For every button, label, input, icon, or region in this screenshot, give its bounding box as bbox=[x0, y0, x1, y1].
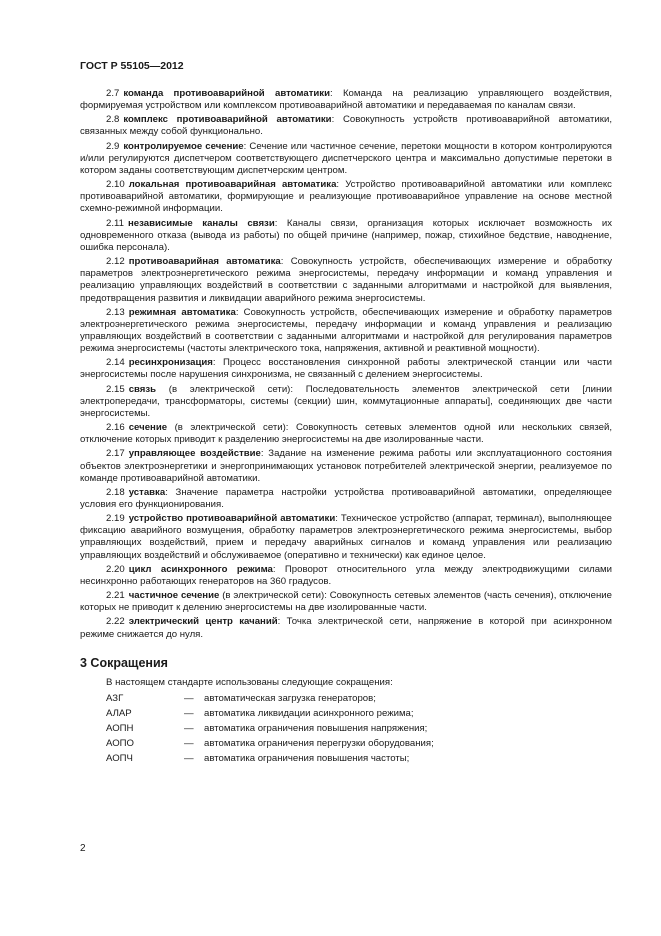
term-number: 2.13 bbox=[106, 306, 125, 318]
term-entry bbox=[80, 513, 612, 562]
abbreviation-dash: — bbox=[184, 738, 194, 750]
abbreviation: АЛАР bbox=[106, 708, 132, 720]
term-entry bbox=[80, 448, 612, 484]
abbreviation: АОПЧ bbox=[106, 753, 133, 765]
section-intro: В настоящем стандарте использованы следующие сокращения: bbox=[106, 676, 393, 688]
term-name: режимная автоматика bbox=[128, 306, 236, 318]
term-entry bbox=[80, 307, 612, 356]
abbreviation-meaning: автоматика ограничения повышения напряжения; bbox=[204, 723, 428, 735]
term-number: 2.20 bbox=[106, 563, 125, 575]
abbreviation: АЗГ bbox=[106, 693, 124, 705]
term-name: электрический центр качаний bbox=[128, 616, 278, 628]
term-definition: : Совокупность устройств противоаварийной автоматики, связанных между собой функционально. bbox=[80, 114, 612, 138]
term-number: 2.11 bbox=[106, 217, 124, 229]
term-entry bbox=[80, 487, 612, 511]
term-name: уставка bbox=[128, 486, 166, 498]
term-number: 2.10 bbox=[106, 179, 125, 191]
term-number: 2.19 bbox=[106, 513, 125, 525]
term-number: 2.21 bbox=[106, 590, 125, 602]
term-definition: : Проворот относительного угла между электродвижущими силами несинхронно работающих генераторов на 360 градусов. bbox=[80, 563, 612, 587]
term-entry bbox=[80, 616, 612, 640]
abbreviation: АОПО bbox=[106, 738, 135, 750]
term-number: 2.12 bbox=[106, 256, 125, 268]
abbreviation-dash: — bbox=[184, 693, 194, 705]
term-definition: : Каналы связи, организация которых исключает возможность их одновременного отказа (вывода из работы) по общей причине (например, пожар, стихийное бедствие, наводнение, ошибка персонала). bbox=[80, 217, 612, 253]
term-number: 2.8 bbox=[106, 114, 120, 126]
term-name: цикл асинхронного режима bbox=[128, 563, 273, 575]
term-definition: : Техническое устройство (аппарат, терминал), выполняющее фиксацию аварийного возмущения, обработку параметров электроэнергетического режима энергосистемы, выбор управляющих воздействий, прием и передачу аварийных сигналов и команд управления или реализацию управляющих воздействий и обслуживаемое (оперативно и технически) как единое целое. bbox=[80, 513, 612, 561]
term-name: ресинхронизация bbox=[128, 357, 213, 369]
term-entry bbox=[80, 384, 612, 420]
term-entry bbox=[80, 256, 612, 305]
term-number: 2.22 bbox=[106, 616, 125, 628]
term-name: связь bbox=[128, 383, 157, 395]
document-body bbox=[80, 88, 612, 767]
term-name: комплекс противоаварийной автоматики bbox=[123, 114, 332, 126]
term-entry bbox=[80, 564, 612, 588]
abbreviation-dash: — bbox=[184, 753, 194, 765]
term-name: управляющее воздействие bbox=[128, 448, 261, 460]
term-definition: (в электрической сети): Совокупность сетевых элементов одной или нескольких связей, отключение которых приводит к разделению энергосистемы на две изолированные части. bbox=[80, 422, 612, 446]
term-entry bbox=[80, 218, 612, 254]
abbreviation-row bbox=[80, 692, 612, 707]
term-definition: : Сечение или частичное сечение, перетоки мощности в котором контролируются и/или регулируются диспетчером соответствующего диспетчерского центра и максимально допустимые перетоки в котором заданы соответствующим диспетчерским центром. bbox=[80, 140, 612, 176]
term-name: независимые каналы связи bbox=[127, 217, 275, 229]
abbreviation: АОПН bbox=[106, 723, 134, 735]
abbreviation-meaning: автоматика ограничения повышения частоты; bbox=[204, 753, 410, 765]
term-number: 2.14 bbox=[106, 357, 125, 369]
abbreviation-row bbox=[80, 707, 612, 722]
abbreviation-meaning: автоматическая загрузка генераторов; bbox=[204, 693, 376, 705]
term-entry bbox=[80, 88, 612, 112]
term-entry bbox=[80, 357, 612, 381]
term-entry bbox=[80, 141, 612, 177]
abbreviation-meaning: автоматика ликвидации асинхронного режима; bbox=[204, 708, 414, 720]
page-number: 2 bbox=[80, 843, 86, 854]
term-definition: : Процесс восстановления синхронной работы электрической станции или части энергосистемы после нарушения синхронизма, не связанный с делением энергосистемы. bbox=[80, 357, 612, 381]
term-definition: : Устройство противоаварийной автоматики или комплекс противоаварийной автоматики, формирующие и реализующие противоаварийное управление на основе местной схемно-режимной информации. bbox=[80, 179, 612, 215]
term-definition: : Совокупность устройств, обеспечивающих измерение и обработку параметров электроэнергетического режима энергосистемы, передачу информации и команд управления и реализацию управляющих воздействий в соответствии с заданными алгоритмами и настройкой для выявления, предотвращения развития и ликвидации аварийного режима энергосистемы. bbox=[80, 256, 612, 304]
term-number: 2.18 bbox=[106, 486, 125, 498]
term-name: команда противоаварийной автоматики bbox=[123, 88, 331, 99]
term-name: противоаварийная автоматика bbox=[128, 256, 281, 268]
term-entry bbox=[80, 179, 612, 215]
term-name: частичное сечение bbox=[128, 590, 220, 602]
term-definition: : Точка электрической сети, напряжение в которой при асинхронном режиме снижается до нуля. bbox=[80, 616, 612, 640]
section-title: 3 Сокращения bbox=[80, 655, 168, 670]
term-definition: (в электрической сети): Последовательность элементов электрической сети [линии электропередачи, трансформаторы, системы (секции) шин, коммутационные аппараты], соединяющих две части энергосистемы. bbox=[80, 383, 612, 419]
term-definition: (в электрической сети): Совокупность сетевых элементов (часть сечения), отключение которых не приводит к делению энергосистемы на две изолированные части. bbox=[80, 590, 612, 614]
term-name: контролируемое сечение bbox=[123, 140, 244, 152]
standard-header: ГОСТ Р 55105—2012 bbox=[80, 60, 184, 72]
term-definition: : Значение параметра настройки устройства противоаварийной автоматики, определяющее условия его функционирования. bbox=[80, 486, 612, 510]
term-definition: : Задание на изменение режима работы или эксплуатационного состояния объектов электроэнергетики и энергопринимающих установок потребителей электрической энергии, реализуемое по команде противоаварийной автоматики. bbox=[80, 448, 612, 484]
terms-list bbox=[80, 88, 612, 641]
term-entry bbox=[80, 422, 612, 446]
term-name: локальная противоаварийная автоматика bbox=[128, 179, 337, 191]
term-number: 2.15 bbox=[106, 383, 125, 395]
term-name: устройство противоаварийной автоматики bbox=[128, 513, 336, 525]
term-entry bbox=[80, 114, 612, 138]
abbreviation-dash: — bbox=[184, 708, 194, 720]
abbreviation-dash: — bbox=[184, 723, 194, 735]
term-entry bbox=[80, 590, 612, 614]
abbreviations-list bbox=[80, 692, 612, 767]
term-number: 2.7 bbox=[106, 88, 120, 99]
abbreviation-row bbox=[80, 752, 612, 767]
term-number: 2.17 bbox=[106, 448, 125, 460]
abbreviation-row bbox=[80, 722, 612, 737]
term-number: 2.9 bbox=[106, 140, 120, 152]
term-definition: : Совокупность устройств, обеспечивающих измерение и обработку параметров электроэнергетического режима энергосистемы, передачу информации и команд управления и реализацию управляющих воздействий в соответствии с заданными алгоритмами и настройкой для регулирования параметров режима энергосистемы (частоты электрического тока, напряжения, активной и реактивной мощности). bbox=[80, 306, 612, 355]
term-number: 2.16 bbox=[106, 422, 125, 434]
abbreviation-meaning: автоматика ограничения перегрузки оборудования; bbox=[204, 738, 434, 750]
abbreviation-row bbox=[80, 737, 612, 752]
term-name: сечение bbox=[128, 422, 168, 434]
term-definition: : Команда на реализацию управляющего воздействия, формируемая устройством или комплексом противоаварийной автоматики и передаваемая по каналам связи. bbox=[80, 88, 613, 112]
